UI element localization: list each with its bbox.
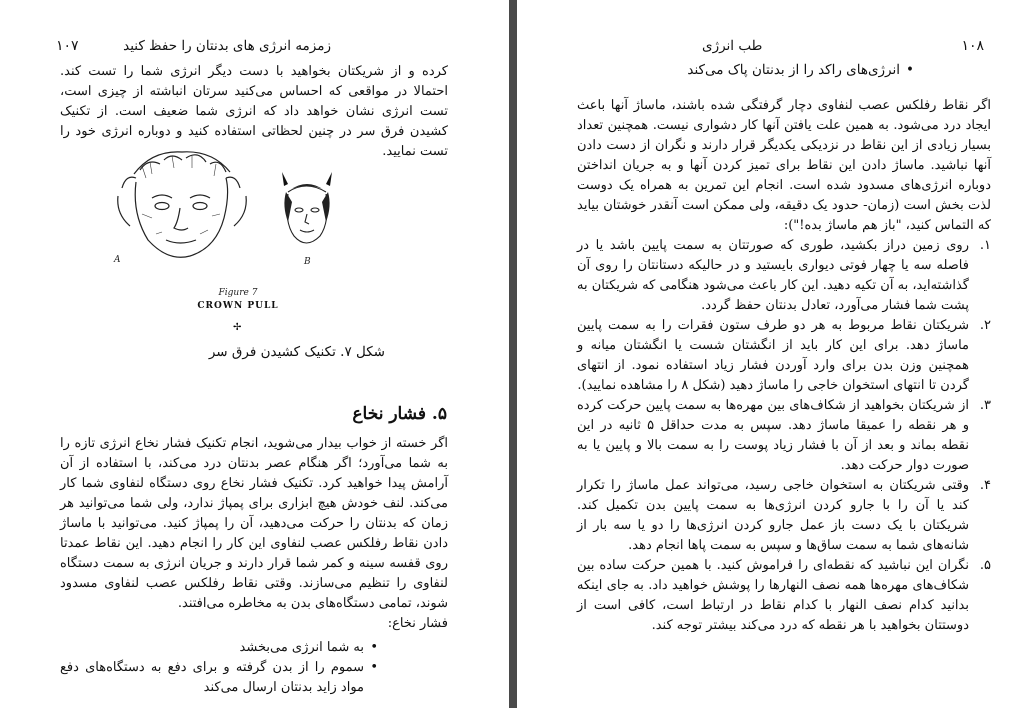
step-number: ۱.	[979, 238, 991, 253]
top-bullet	[687, 62, 914, 78]
step-number: ۳.	[979, 398, 991, 413]
section-text: اگر خسته از خواب بیدار می‌شوید، انجام تکنیک فشار نخاع انرژی تازه را به شما می‌آورد؛ اگر هنگام عصر بدنتان درد می‌کند، با استفاده از آن آرامش پیدا خواهید کرد. تکنیک فشار نخاع روی دستگاه لنفاوی شما کار می‌کند. لنف خودش هیچ ابزاری برای پمپاژ ندارد، ولی شما می‌توانید هر زمان که بدنتان را حرکت می‌دهید، آن را پمپاژ کنید. می‌توانید با ماساژ دادن نقاط رفلکس عصب لنفاوی این کار را انجام دهید. این نقاط عمدتا روی قفسه سینه و کمر شما قرار دارند و جریان انرژی به سمت دستگاه لنفاوی را تنظیم می‌سازند. وقتی نقاط رفلکس عصب لنفاوی مسدود شوند، تمامی دستگاه‌های بدن به مخاطره می‌افتند.	[60, 436, 448, 611]
section-heading: ۵. فشار نخاع	[352, 404, 447, 424]
list-item: • سموم را از بدن گرفته و برای دفع به دستگاه‌های دفع مواد زاید بدنتان ارسال می‌کند	[60, 658, 378, 698]
left-page	[0, 0, 509, 708]
step-item	[577, 556, 991, 636]
spine-gap	[509, 0, 517, 708]
figure-number: Figure 7	[218, 288, 258, 298]
crown-pull-illustration-b	[278, 162, 336, 268]
ornament-icon: ✢	[233, 322, 242, 333]
figure-label-a: A	[114, 255, 121, 265]
running-header: طب انرژی	[702, 38, 763, 54]
step-text: شریکتان نقاط مربوط به هر دو طرف ستون فقرات را به سمت پایین ماساژ دهد. برای این کار باید از انگشتان شست یا انگشتان میانه و همچنین وزن بدن برای وارد آوردن فشار زیاد استفاده نمود. از انتهای گردن تا انتهای استخوان خاجی را ماساژ دهید (شکل ۸ را مشاهده نمایید).	[577, 318, 969, 393]
list-item: • انرژی‌های راکد را از بدنتان پاک می‌کند	[687, 62, 914, 78]
step-text: نگران این نباشید که نقطه‌ای را فراموش کنید. با همین حرکت ساده بین شکاف‌های مهره‌ها همه نصف النهارها را پوشش خواهید داد. به جای اینکه بدانید کدام نصف النهار با کدام نقاط در ارتباط است، کافی است از دوستتان بخواهید با هر نقطه که درد می‌کند بیشتر توجه کند.	[577, 558, 969, 633]
figure-caption: شکل ۷. تکنیک کشیدن فرق سر	[208, 344, 385, 360]
page-number: ۱۰۷	[56, 38, 79, 54]
list-item: • به شما انرژی می‌بخشد	[60, 638, 378, 658]
step-item	[577, 476, 991, 556]
right-body	[577, 96, 991, 636]
section-body	[60, 434, 448, 698]
running-header: زمزمه انرژی های بدنتان را حفظ کنید	[123, 38, 331, 54]
steps-list	[577, 236, 991, 636]
step-text: وقتی شریکتان به استخوان خاجی رسید، می‌تواند عمل ماساژ را تکرار کند یا آن را با جارو کردن انرژی‌ها به سمت پایین بدن تکمیل کند. شریکتان با یک دست باز عمل جارو کردن انرژی‌ها را دو یا سه بار از شانه‌های شما به سمت ساق‌ها و سپس به سمت پاها انجام دهد.	[577, 478, 969, 553]
crown-pull-illustration-a	[112, 144, 252, 266]
step-text: روی زمین دراز بکشید، طوری که صورتتان به سمت پایین باشد یا در فاصله سه یا چهار فوتی دیواری بایستید و در حالیکه دستانتان را روی آن گذاشته‌اید، به آن تکیه دهید. این کار باعث می‌شود هنگامی که شریکتان به پشت شما فشار می‌آورد، تعادل بدنتان حفظ گردد.	[577, 238, 969, 313]
step-number: ۴.	[979, 478, 991, 493]
step-text: از شریکتان بخواهید از شکاف‌های بین مهره‌ها به سمت پایین حرکت کرده و هر نقطه را عمیقا ماساژ دهد. سپس به مدت حداقل ۵ ثانیه در این نقطه بماند و بعد از آن با فشار زیاد پوست را به سمت بالا و پایین یا به صورت دوار حرکت دهد.	[577, 398, 969, 473]
step-item	[577, 316, 991, 396]
step-item	[577, 236, 991, 316]
step-number: ۵.	[979, 558, 991, 573]
bullets-intro: فشار نخاع:	[387, 616, 448, 631]
step-number: ۲.	[979, 318, 991, 333]
right-body-text: اگر نقاط رفلکس عصب لنفاوی دچار گرفتگی شده باشند، ماساژ آنها باعث ایجاد درد می‌شود. به همین علت یافتن آنها کار دشواری نیست. همچنین تعداد بسیار زیادی از این نقاط در نزدیکی یکدیگر قرار دارند و نگران از دست دادن آنها نباشید. ماساژ دادن این نقاط برای تمیز کردن آنها و به جریان انداختن دوباره انرژی‌های مسدود شده است. انجام این تمرین به همراه یک دوست لذت بخش است (زمان- حدود یک دقیقه، ولی ممکن است آنقدر خوشتان بیاید که التماس کنید، "باز هم ماساژ بده!"):	[577, 98, 991, 233]
figure-label-b: B	[304, 257, 311, 267]
benefit-list	[60, 638, 378, 698]
step-item	[577, 396, 991, 476]
figure-title: CROWN PULL	[197, 301, 279, 311]
right-page	[517, 0, 1024, 708]
page-number: ۱۰۸	[961, 38, 984, 54]
intro-text: کرده و از شریکتان بخواهید با دست دیگر انرژی شما را تست کند. احتمالا در مواقعی که احساس می‌کنید سرتان انباشته از چیزی است، تست انرژی نشان خواهد داد که انرژی شما ضعیف است. از تکنیک کشیدن فرق سر در چنین لحظاتی استفاده کنید و دوباره انرژی خود را تست نمایید.	[60, 64, 448, 159]
